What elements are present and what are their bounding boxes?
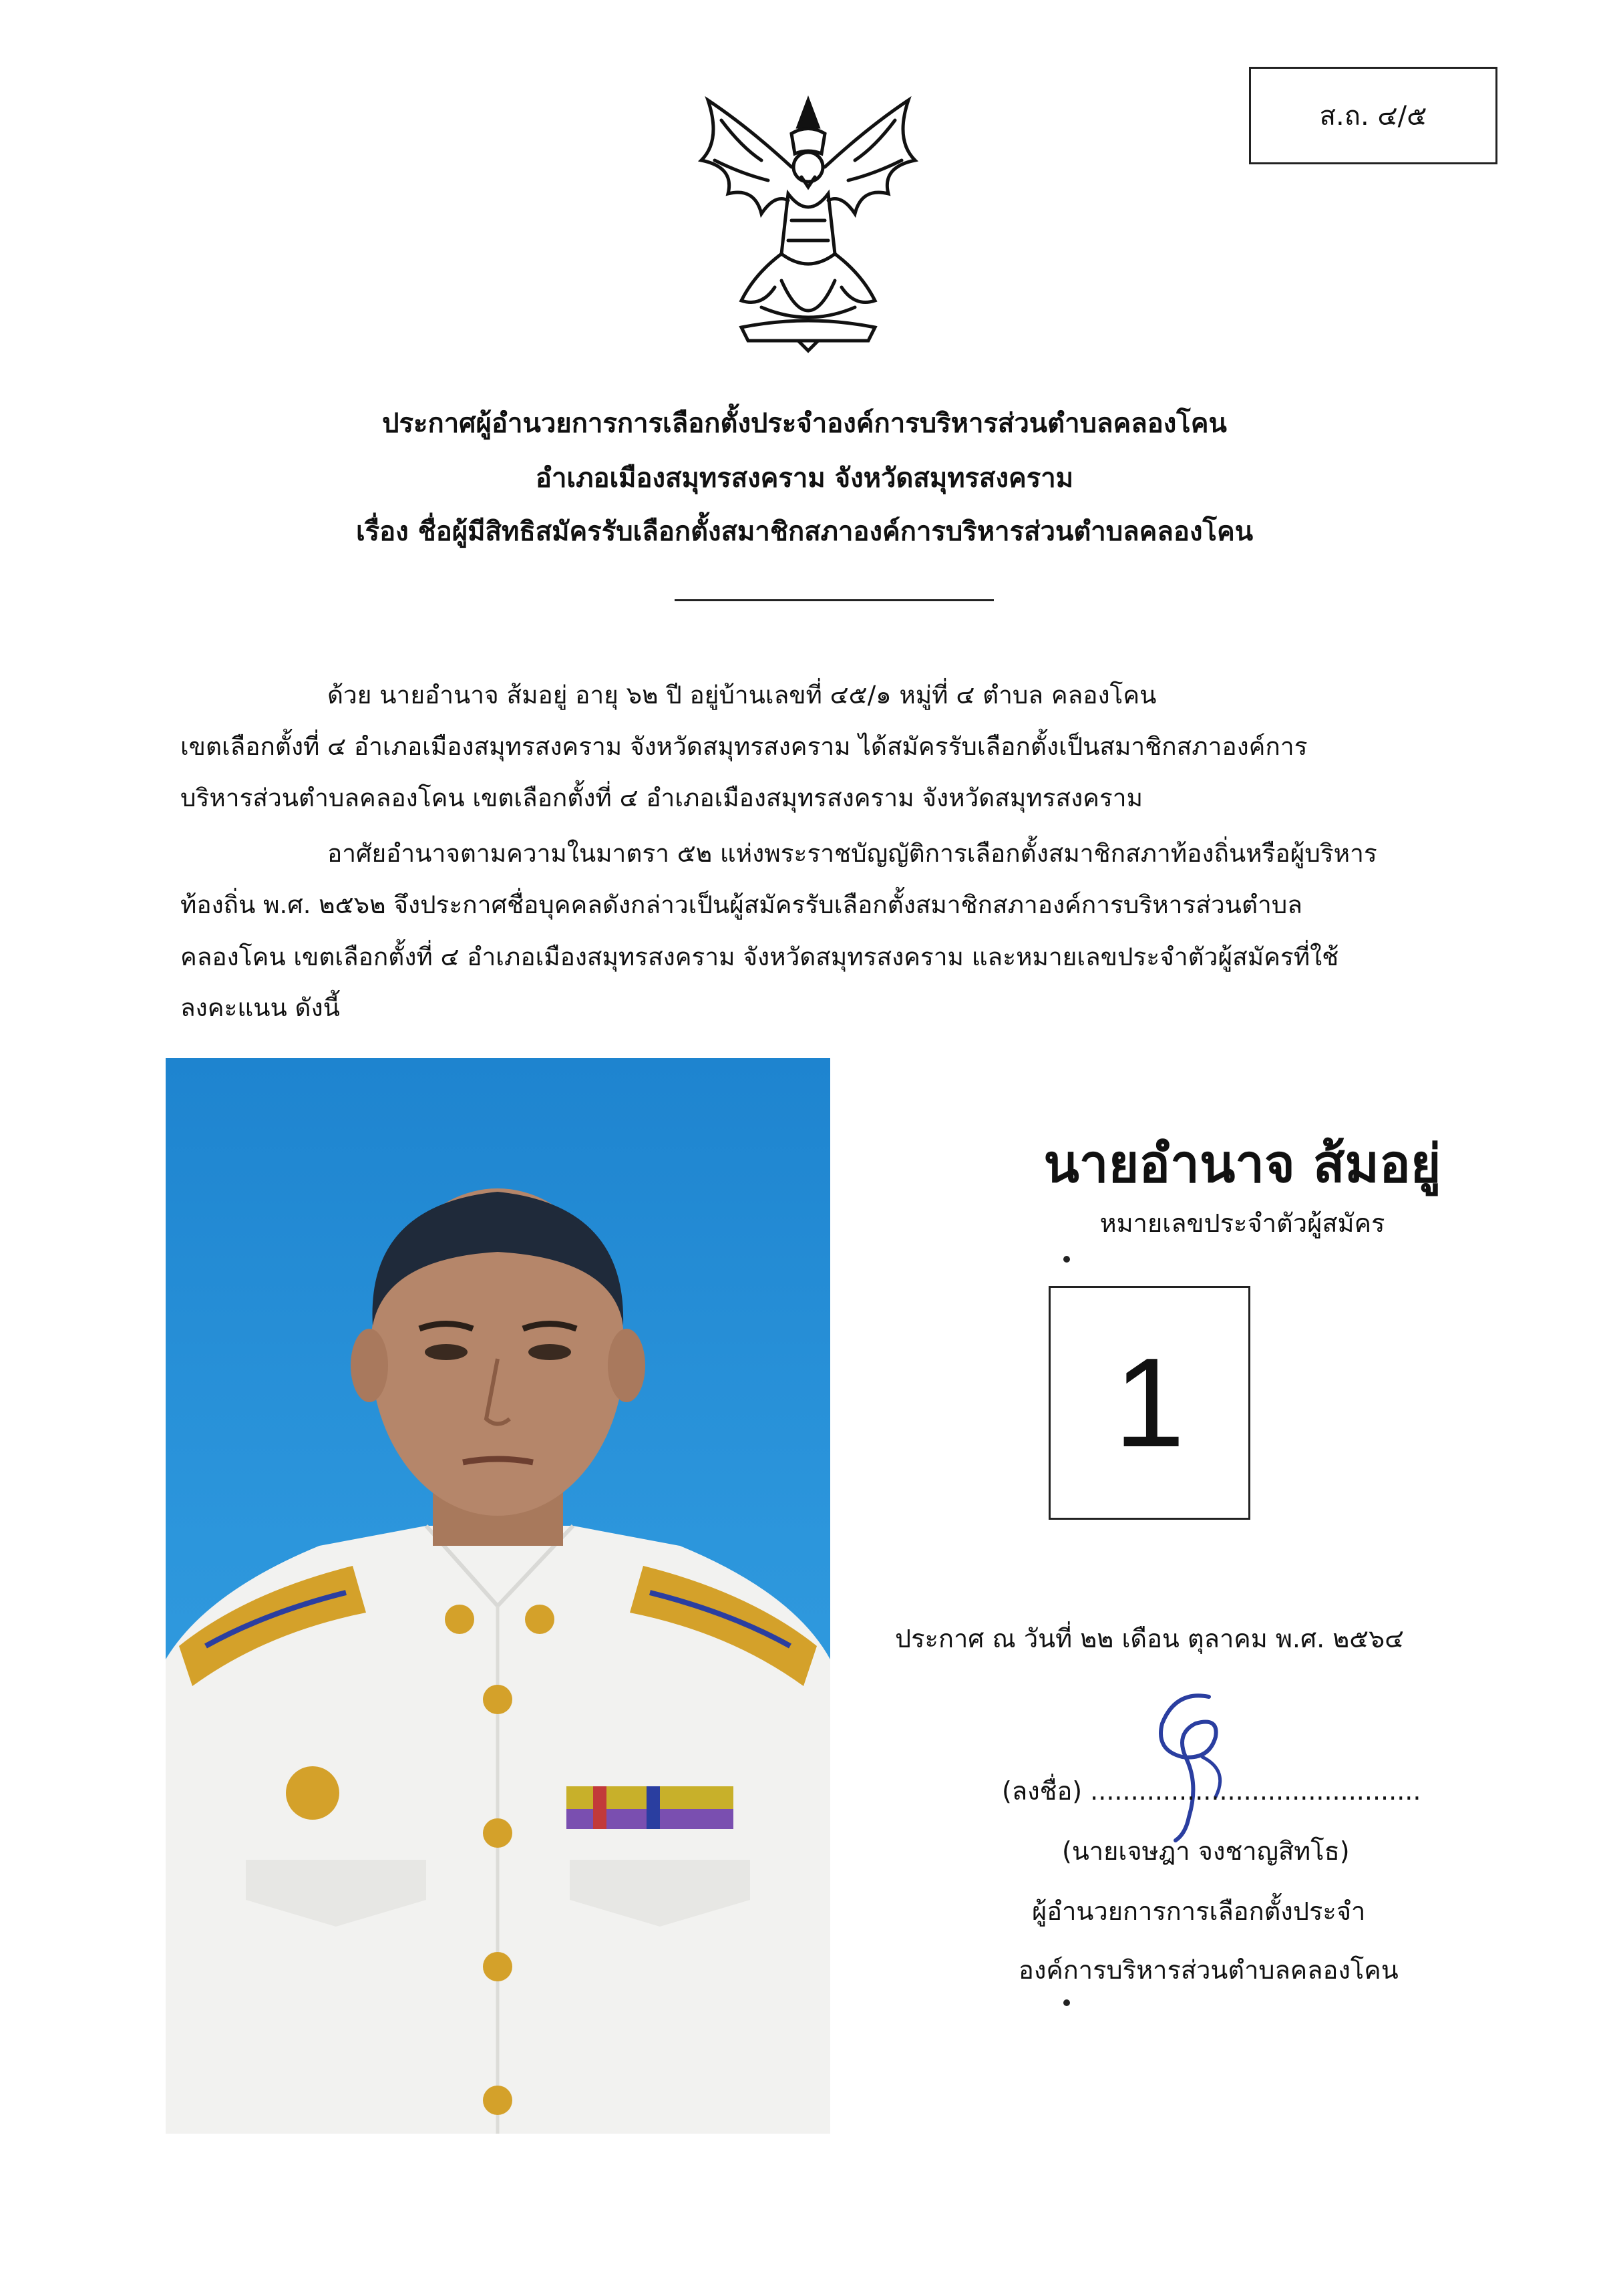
paragraph-2-line-3: คลองโคน เขตเลือกตั้งที่ ๔ อำเภอเมืองสมุทรสงคราม จังหวัดสมุทรสงคราม และหมายเลขประจำตัวผู้สมัครที่ใช้ [180,943,1339,971]
signer-name: (นายเจษฎา จงชาญสิทโธ) [1062,1836,1350,1866]
heading-divider [675,599,994,601]
bullet-dot [1063,1256,1070,1263]
paragraph-2-line-4: ลงคะแนน ดังนี้ [180,993,340,1022]
garuda-emblem-icon [681,87,935,354]
paragraph-1-line-3: บริหารส่วนตำบลคลองโคน เขตเลือกตั้งที่ ๔ อำเภอเมืองสมุทรสงคราม จังหวัดสมุทรสงคราม [180,784,1143,812]
announcement-date: ประกาศ ณ วันที่ ๒๒ เดือน ตุลาคม พ.ศ. ๒๕๖๔ [895,1624,1404,1653]
form-code-box [1249,67,1497,164]
candidate-number: 1 [1114,1332,1185,1474]
signer-title-line-2: องค์การบริหารส่วนตำบลคลองโคน [1019,1955,1399,1985]
candidate-number-label: หมายเลขประจำตัวผู้สมัคร [1099,1208,1385,1238]
heading-line-2: อำเภอเมืองสมุทรสงคราม จังหวัดสมุทรสงคราม [535,463,1074,494]
paragraph-2-line-2: ท้องถิ่น พ.ศ. ๒๕๖๒ จึงประกาศชื่อบุคคลดังกล่าวเป็นผู้สมัครรับเลือกตั้งสมาชิกสภาองค์การบริหารส่วนตำบล [180,890,1302,919]
candidate-number-box [1049,1286,1250,1520]
candidate-name: นายอำนาจ ส้มอยู่ [1043,1134,1441,1194]
paragraph-1-line-2: เขตเลือกตั้งที่ ๔ อำเภอเมืองสมุทรสงคราม จังหวัดสมุทรสงคราม ได้สมัครรับเลือกตั้งเป็นสมาชิกสภาองค์การ [180,732,1308,761]
candidate-photo [166,1058,830,2134]
heading-line-1: ประกาศผู้อำนวยการการเลือกตั้งประจำองค์การบริหารส่วนตำบลคลองโคน [382,408,1227,439]
heading-subject: เรื่อง ชื่อผู้มีสิทธิสมัครรับเลือกตั้งสมาชิกสภาองค์การบริหารส่วนตำบลคลองโคน [355,516,1254,547]
signature-line: (ลงชื่อ) ......................................... [1002,1776,1421,1806]
signer-title-line-1: ผู้อำนวยการการเลือกตั้งประจำ [1032,1897,1366,1926]
paragraph-1-line-1: ด้วย นายอำนาจ ส้มอยู่ อายุ ๖๒ ปี อยู่บ้านเลขที่ ๔๕/๑ หมู่ที่ ๔ ตำบล คลองโคน [327,681,1157,709]
paragraph-2-line-1: อาศัยอำนาจตามความในมาตรา ๕๒ แห่งพระราชบัญญัติการเลือกตั้งสมาชิกสภาท้องถิ่นหรือผู้บริหาร [327,839,1377,868]
form-code: ส.ถ. ๔/๕ [1319,101,1427,132]
candidate-portrait-icon [166,1058,830,2134]
bullet-dot [1063,1999,1070,2006]
signature-icon [1135,1683,1256,1844]
